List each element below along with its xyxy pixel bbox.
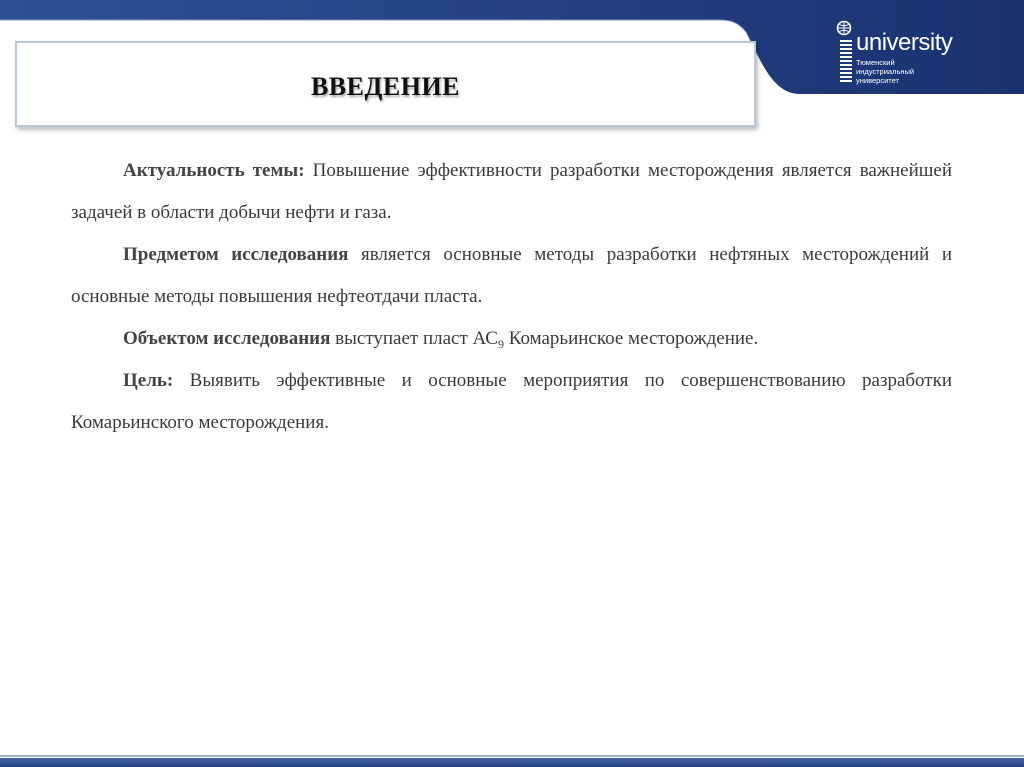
logo-bar-icon [840,52,852,54]
paragraph-text: Выявить эффективные и основные мероприятия по совершенствованию разработки Комарьинского месторождения. [71,370,952,433]
paragraph-text: выступает пласт АС [330,328,498,349]
footer-bar [0,758,1024,767]
globe-icon [834,18,854,38]
paragraph-text: Повышение эффективности разработки месторождения является важнейшей задачей в области добычи нефти и газа. [71,160,952,223]
footer-line [0,755,1024,757]
title-box [15,41,756,127]
layer-subscript: 9 [497,337,504,351]
logo-bar-icon [840,64,852,66]
university-logo [834,18,964,88]
logo-bar-icon [840,60,852,62]
logo-bar-icon [840,56,852,58]
logo-wordmark: university [856,29,953,56]
paragraph-heading: Объектом исследования [123,328,331,349]
paragraph-object [71,318,952,360]
paragraph-goal [71,360,952,444]
paragraph-text: Комарьинское месторождение. [503,328,759,349]
logo-bar-icon [840,48,852,50]
logo-bar-icon [840,40,852,42]
slide-body [71,150,952,444]
paragraph-subject [71,234,952,318]
paragraph-heading: Цель: [123,370,174,391]
logo-bar-icon [840,68,852,70]
paragraph-relevance [71,150,952,234]
logo-subtitle-line: индустриальный [856,67,915,76]
logo-bar-icon [840,76,852,78]
paragraph-heading: Актуальность темы: [123,160,305,181]
paragraph-text: является основные методы разработки нефтяных месторождений и основные методы повышения нефтеотдачи пласта. [71,244,952,307]
logo-bar-icon [840,80,852,82]
logo-subtitle-line: университет [856,76,899,85]
logo-bar-icon [840,44,852,46]
slide-title: ВВЕДЕНИЕ [310,72,461,101]
logo-bar-icon [840,72,852,74]
paragraph-heading: Предметом исследования [123,244,349,265]
logo-subtitle-line: Тюменский [856,58,895,67]
